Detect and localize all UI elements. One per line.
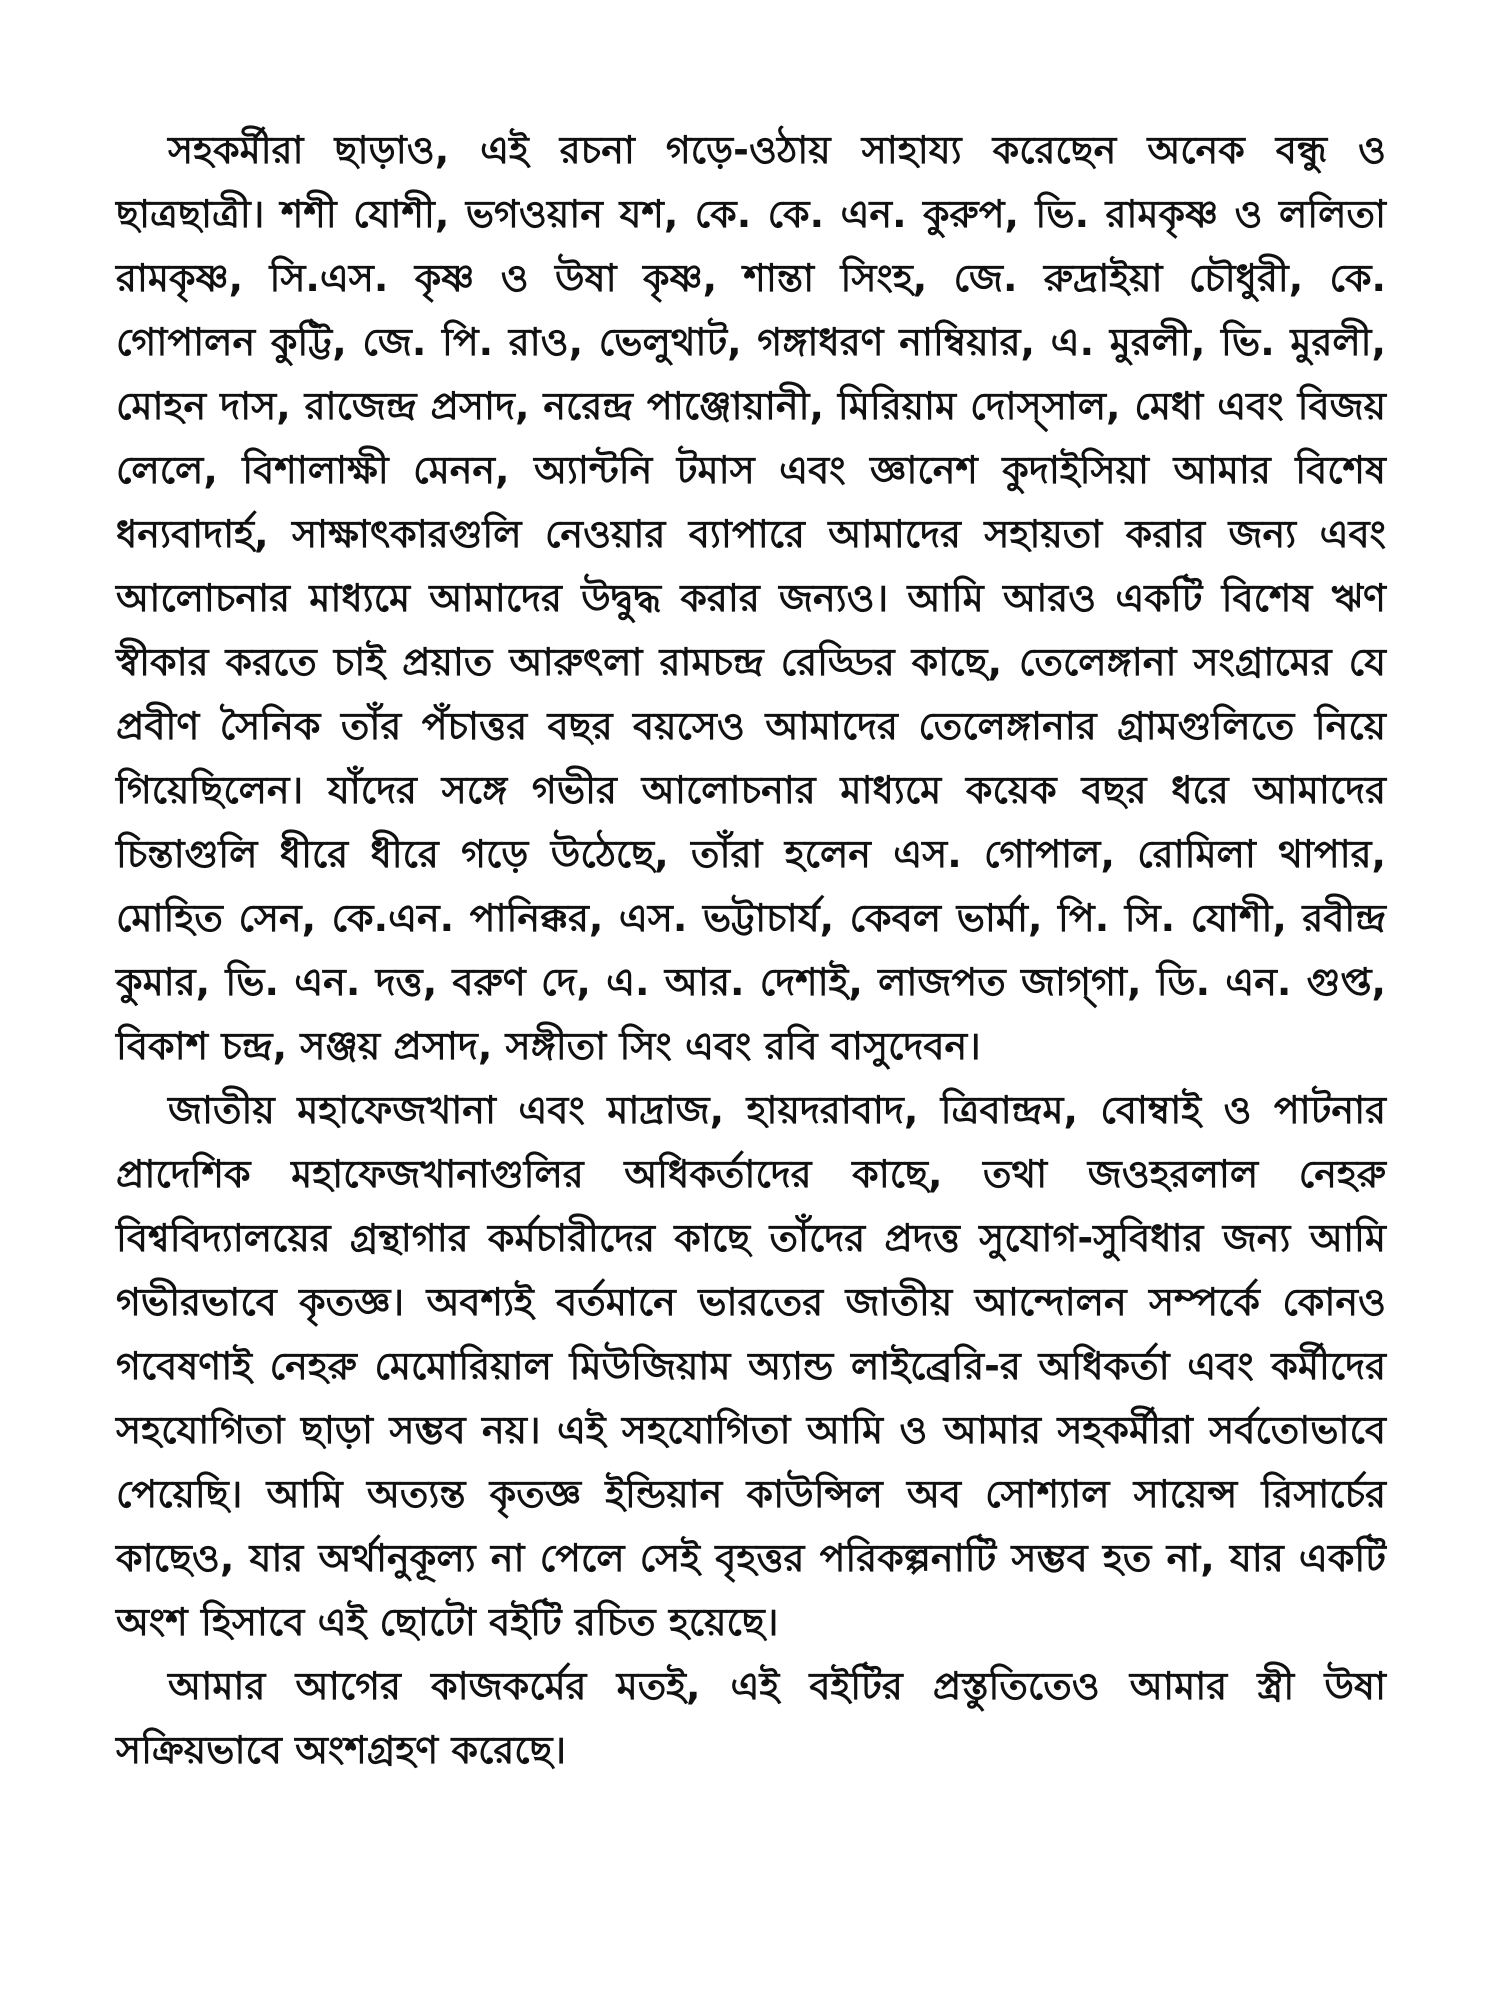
paragraph-acknowledgement-archives: জাতীয় মহাফেজখানা এবং মাদ্রাজ, হায়দরাবাদ, ত্রিবান্দ্রম, বোম্বাই ও পাটনার প্রাদেশিক মহাফেজখানাগুলির অধিকর্তাদের কাছে, তথা জওহরলাল নেহরু বিশ্ববিদ্যালয়ের গ্রন্থাগার কর্মচারীদের কাছে তাঁদের প্রদত্ত সুযোগ-সুবিধার জন্য আমি গভীরভাবে কৃতজ্ঞ। অবশ্যই বর্তমানে ভারতের জাতীয় আন্দোলন সম্পর্কে কোনও গবেষণাই নেহরু মেমোরিয়াল মিউজিয়াম অ্যান্ড লাইব্রেরি-র অধিকর্তা এবং কর্মীদের সহযোগিতা ছাড়া সম্ভব নয়। এই সহযোগিতা আমি ও আমার সহকর্মীরা সর্বতোভাবে পেয়েছি। আমি অত্যন্ত কৃতজ্ঞ ইন্ডিয়ান কাউন্সিল অব সোশ্যাল সায়েন্স রিসার্চের কাছেও, যার অর্থানুকূল্য না পেলে সেই বৃহত্তর পরিকল্পনাটি সম্ভব হত না, যার একটি অংশ হিসাবে এই ছোটো বইটি রচিত হয়েছে। — [116, 1088, 1386, 1644]
paragraph-acknowledgement-wife: আমার আগের কাজকর্মের মতই, এই বইটির প্রস্তুতিতেও আমার স্ত্রী উষা সক্রিয়ভাবে অংশগ্রহণ করেছে। — [116, 1664, 1386, 1772]
paragraph-acknowledgement-friends: সহকর্মীরা ছাড়াও, এই রচনা গড়ে-ওঠায় সাহায্য করেছেন অনেক বন্ধু ও ছাত্রছাত্রী। শশী যোশী, ভগওয়ান যশ, কে. কে. এন. কুরুপ, ভি. রামকৃষ্ণ ও ললিতা রামকৃষ্ণ, সি.এস. কৃষ্ণ ও উষা কৃষ্ণ, শান্তা সিংহ, জে. রুদ্রাইয়া চৌধুরী, কে. গোপালন কুট্টি, জে. পি. রাও, ভেলুথাট, গঙ্গাধরণ নাম্বিয়ার, এ. মুরলী, ভি. মুরলী, মোহন দাস, রাজেন্দ্র প্রসাদ, নরেন্দ্র পাঞ্জোয়ানী, মিরিয়াম দোস্‌সাল, মেধা এবং বিজয় লেলে, বিশালাক্ষী মেনন, অ্যান্টনি টমাস এবং জ্ঞানেশ কুদাইসিয়া আমার বিশেষ ধন্যবাদার্হ, সাক্ষাৎকারগুলি নেওয়ার ব্যাপারে আমাদের সহায়তা করার জন্য এবং আলোচনার মাধ্যমে আমাদের উদ্বুদ্ধ করার জন্যও। আমি আরও একটি বিশেষ ঋণ স্বীকার করতে চাই প্রয়াত আরুৎলা রামচন্দ্র রেড্ডির কাছে, তেলেঙ্গানা সংগ্রামের যে প্রবীণ সৈনিক তাঁর পঁচাত্তর বছর বয়সেও আমাদের তেলেঙ্গানার গ্রামগুলিতে নিয়ে গিয়েছিলেন। যাঁদের সঙ্গে গভীর আলোচনার মাধ্যমে কয়েক বছর ধরে আমাদের চিন্তাগুলি ধীরে ধীরে গড়ে উঠেছে, তাঁরা হলেন এস. গোপাল, রোমিলা থাপার, মোহিত সেন, কে.এন. পানিক্কর, এস. ভট্টাচার্য, কেবল ভার্মা, পি. সি. যোশী, রবীন্দ্র কুমার, ভি. এন. দত্ত, বরুণ দে, এ. আর. দেশাই, লাজপত জাগ্‌গা, ডি. এন. গুপ্ত, বিকাশ চন্দ্র, সঞ্জয় প্রসাদ, সঙ্গীতা সিং এবং রবি বাসুদেবন। — [116, 128, 1386, 1068]
body-text — [116, 118, 1386, 1782]
